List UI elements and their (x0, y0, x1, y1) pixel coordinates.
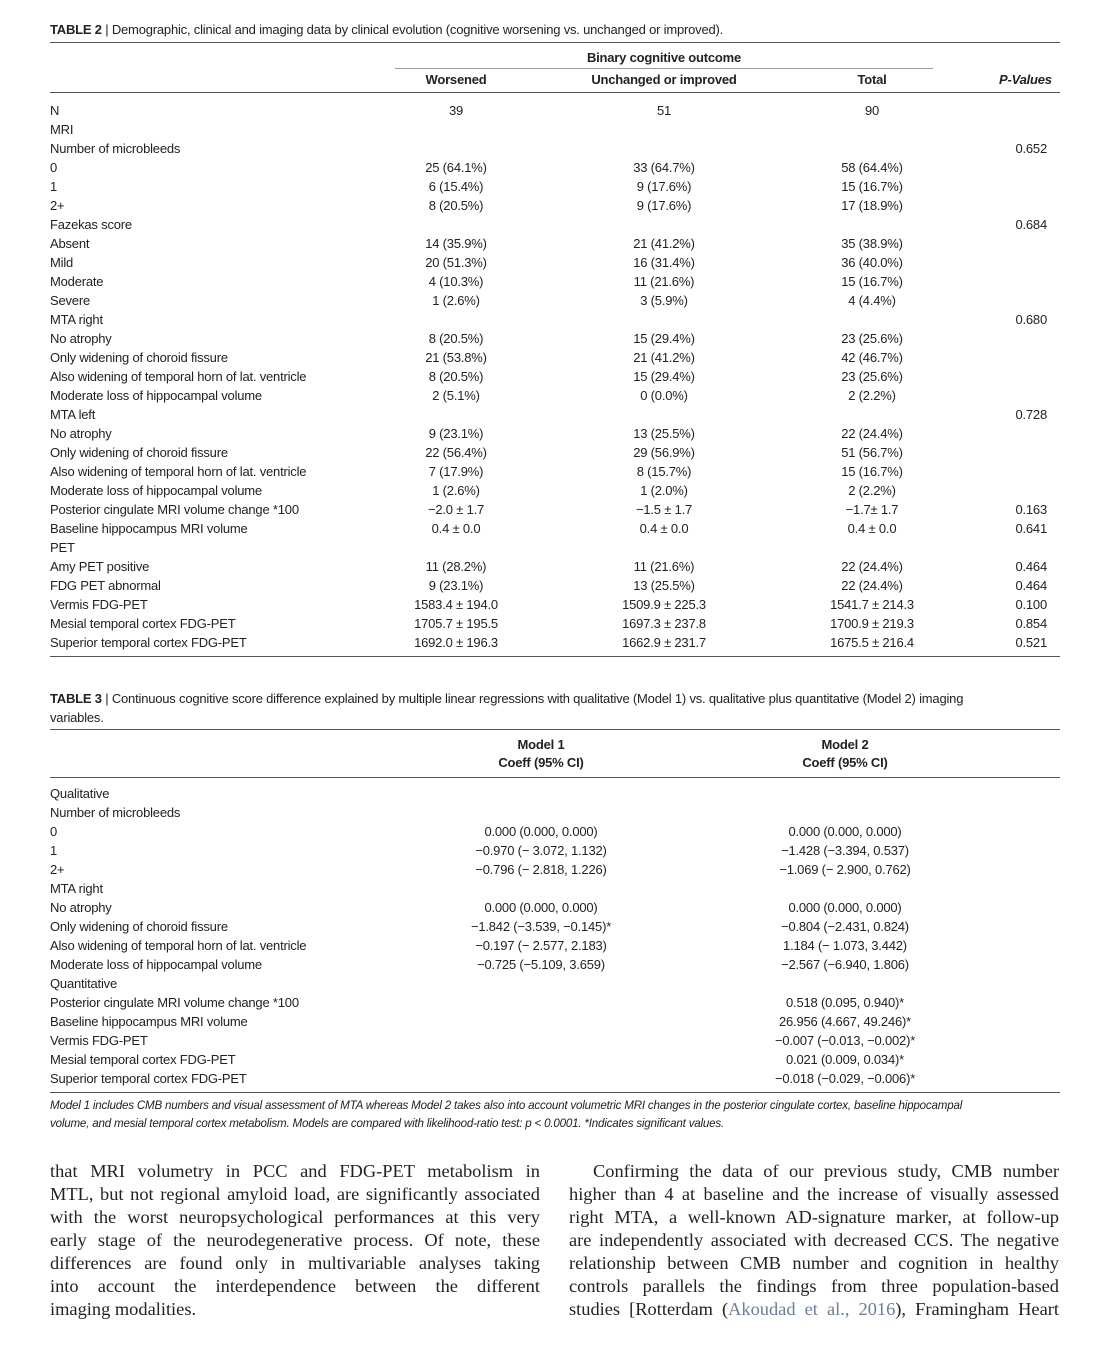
table3-separator: | (105, 691, 109, 706)
table3-cell-model1: −0.197 (− 2.577, 2.183) (475, 938, 607, 953)
table2-row-label: Posterior cingulate MRI volume change *100 (50, 502, 299, 517)
table2-cell-worsened: 2 (5.1%) (432, 388, 480, 403)
table2-cell-unchanged: 13 (25.5%) (633, 426, 695, 441)
table3-cell-model2: −1.428 (−3.394, 0.537) (781, 843, 909, 858)
body-text-line: relationship between CMB number and cognition in healthy (569, 1253, 1059, 1273)
body-text-line: Confirming the data of our previous study, CMB number (593, 1161, 1059, 1181)
table2-caption-text: Demographic, clinical and imaging data by clinical evolution (cognitive worsening vs. unchanged or improved). (111, 22, 724, 37)
table3-cell-model1: 0.000 (0.000, 0.000) (484, 900, 598, 915)
table3-model1-title: Model 1 (517, 737, 565, 752)
table3-label: TABLE 3 (50, 691, 102, 706)
table3-cell-model2: −1.069 (− 2.900, 0.762) (779, 862, 911, 877)
table2-cell-unchanged: 13 (25.5%) (633, 578, 695, 593)
body-text-line: controls parallels the findings from three population-based (569, 1276, 1059, 1296)
table2-cell-unchanged: 8 (15.7%) (636, 464, 692, 479)
table2-cell-pvalue: 0.684 (1015, 217, 1047, 232)
table2-cell-total: 15 (16.7%) (841, 464, 903, 479)
table3-row-label: Vermis FDG-PET (50, 1033, 148, 1048)
table2-cell-worsened: 25 (64.1%) (425, 160, 487, 175)
table2-cell-worsened: 8 (20.5%) (428, 369, 484, 384)
table2-cell-unchanged: 16 (31.4%) (633, 255, 695, 270)
table2-bottom-rule (50, 656, 1060, 657)
table2-separator: | (105, 22, 109, 37)
table2-cell-worsened: 8 (20.5%) (428, 198, 484, 213)
table2-caption (50, 20, 1060, 39)
table2-cell-unchanged: 51 (656, 103, 672, 118)
table2-cell-pvalue: 0.464 (1015, 578, 1047, 593)
table2-row-label: 0 (50, 160, 58, 175)
table2-cell-worsened: 6 (15.4%) (428, 179, 484, 194)
table2-cell-worsened: 20 (51.3%) (425, 255, 487, 270)
table3-cell-model1: −0.725 (−5.109, 3.659) (477, 957, 605, 972)
table2-cell-pvalue: 0.100 (1015, 597, 1047, 612)
body-text-line: imaging modalities. (50, 1299, 197, 1319)
body-text-line: higher than 4 at baseline and the increase of visually assessed (569, 1184, 1059, 1204)
table2-cell-pvalue: 0.464 (1015, 559, 1047, 574)
table2-cell-total: 15 (16.7%) (841, 179, 903, 194)
table2-col-pvalues: P-Values (999, 72, 1052, 87)
table2-cell-worsened: 14 (35.9%) (425, 236, 487, 251)
table3-cell-model2: 0.518 (0.095, 0.940)* (786, 995, 904, 1010)
table2-cell-total: 90 (864, 103, 880, 118)
table2-cell-unchanged: 21 (41.2%) (633, 350, 695, 365)
table3-row-label: Moderate loss of hippocampal volume (50, 957, 262, 972)
table2-cell-total: 17 (18.9%) (841, 198, 903, 213)
table3-caption-text-line2: variables. (50, 710, 104, 725)
table2-row-label: Moderate loss of hippocampal volume (50, 483, 262, 498)
table2-cell-unchanged: 11 (21.6%) (633, 274, 695, 289)
table3-cell-model2: 1.184 (− 1.073, 3.442) (783, 938, 907, 953)
table2-cell-total: 1700.9 ± 219.3 (830, 616, 914, 631)
table2-cell-total: 22 (24.4%) (841, 578, 903, 593)
body-text-line: right MTA, a well-known AD-signature marker, at follow-up (569, 1207, 1059, 1227)
table2-row-label: 1 (50, 179, 58, 194)
table2-row-label: FDG PET abnormal (50, 578, 161, 593)
table2-cell-unchanged: 15 (29.4%) (633, 369, 695, 384)
table3-cell-model2: −0.804 (−2.431, 0.824) (781, 919, 909, 934)
table2-row-label: Moderate loss of hippocampal volume (50, 388, 262, 403)
table3-row-label: Also widening of temporal horn of lat. ventricle (50, 938, 307, 953)
table3-row-label: Baseline hippocampus MRI volume (50, 1014, 248, 1029)
table2-col-unchanged: Unchanged or improved (591, 72, 737, 87)
table2-cell-total: 0.4 ± 0.0 (847, 521, 897, 536)
table3-cell-model2: −0.018 (−0.029, −0.006)* (774, 1071, 916, 1086)
table2-cell-total: 22 (24.4%) (841, 426, 903, 441)
table2-row-label: Absent (50, 236, 90, 251)
table2-row-label: Number of microbleeds (50, 141, 181, 156)
table2-cell-worsened: 7 (17.9%) (428, 464, 484, 479)
table2-cell-worsened: 0.4 ± 0.0 (431, 521, 481, 536)
table3-row-label: Qualitative (50, 786, 110, 801)
table2-row-label: No atrophy (50, 426, 112, 441)
table2-cell-unchanged: −1.5 ± 1.7 (635, 502, 693, 517)
table3-model1-sub: Coeff (95% CI) (498, 755, 584, 770)
table2-cell-total: 2 (2.2%) (848, 388, 896, 403)
table3-row-label: Superior temporal cortex FDG-PET (50, 1071, 247, 1086)
table2-cell-unchanged: 3 (5.9%) (640, 293, 688, 308)
table3-row-label: Number of microbleeds (50, 805, 181, 820)
table3-row-label: 0 (50, 824, 58, 839)
table2-cell-pvalue: 0.652 (1015, 141, 1047, 156)
table2-cell-unchanged: 1662.9 ± 231.7 (622, 635, 706, 650)
table2-row-label: PET (50, 540, 75, 555)
table2-row-label: Fazekas score (50, 217, 132, 232)
table2-cell-total: 35 (38.9%) (841, 236, 903, 251)
table2-col-worsened: Worsened (425, 72, 487, 87)
table3-bottom-rule (50, 1092, 1060, 1093)
citation-link[interactable]: Akoudad et al., 2016 (728, 1299, 896, 1319)
table2-cell-worsened: −2.0 ± 1.7 (427, 502, 485, 517)
table2-cell-pvalue: 0.680 (1015, 312, 1047, 327)
table2-cell-worsened: 1 (2.6%) (432, 293, 480, 308)
table3-cell-model2: −2.567 (−6.940, 1.806) (781, 957, 909, 972)
table3-caption (50, 689, 1060, 727)
table2-cell-unchanged: 11 (21.6%) (633, 559, 695, 574)
body-text-line: are independently associated with decreased CCS. The negative (569, 1230, 1059, 1250)
table2-cell-pvalue: 0.641 (1015, 521, 1047, 536)
table3-cell-model2: 0.000 (0.000, 0.000) (788, 824, 902, 839)
body-text-fragment: studies [Rotterdam ( (569, 1299, 729, 1319)
table2-row-label: Moderate (50, 274, 104, 289)
table2-group-header: Binary cognitive outcome (586, 50, 742, 65)
table2-cell-total: 58 (64.4%) (841, 160, 903, 175)
table2-header-rule (50, 92, 1060, 93)
table2-top-rule (50, 42, 1060, 43)
table3-row-label: Quantitative (50, 976, 117, 991)
table2-cell-total: 22 (24.4%) (841, 559, 903, 574)
table2-cell-unchanged: 21 (41.2%) (633, 236, 695, 251)
table2-cell-total: −1.7± 1.7 (845, 502, 899, 517)
table2-cell-worsened: 11 (28.2%) (425, 559, 487, 574)
table2-label: TABLE 2 (50, 22, 102, 37)
table2-cell-pvalue: 0.163 (1015, 502, 1047, 517)
table2-row-label: MTA right (50, 312, 103, 327)
table2-row-label: Mesial temporal cortex FDG-PET (50, 616, 236, 631)
body-right-column (569, 1160, 1059, 1321)
table2-cell-unchanged: 1697.3 ± 237.8 (622, 616, 706, 631)
table2-cell-total: 15 (16.7%) (841, 274, 903, 289)
table3-cell-model1: −1.842 (−3.539, −0.145)* (470, 919, 612, 934)
table2-row-label: Also widening of temporal horn of lat. ventricle (50, 369, 307, 384)
table2-row-label: 2+ (50, 198, 65, 213)
table2-row-label: MRI (50, 122, 74, 137)
body-text-fragment: ), Framingham Heart (895, 1299, 1059, 1319)
table3-row-label: Only widening of choroid fissure (50, 919, 228, 934)
table2-cell-unchanged: 15 (29.4%) (633, 331, 695, 346)
table2-cell-unchanged: 0 (0.0%) (640, 388, 688, 403)
table3-top-rule (50, 729, 1060, 730)
table2-cell-worsened: 39 (448, 103, 464, 118)
table2-row-label: No atrophy (50, 331, 112, 346)
table2-row-label: N (50, 103, 60, 118)
table3-cell-model1: 0.000 (0.000, 0.000) (484, 824, 598, 839)
table2-row-label: Superior temporal cortex FDG-PET (50, 635, 247, 650)
table3-cell-model2: −0.007 (−0.013, −0.002)* (774, 1033, 916, 1048)
table2-cell-pvalue: 0.854 (1015, 616, 1047, 631)
table3-cell-model1: −0.970 (− 3.072, 1.132) (475, 843, 607, 858)
body-text-line: that MRI volumetry in PCC and FDG-PET metabolism in (50, 1161, 540, 1181)
table2-cell-total: 23 (25.6%) (841, 369, 903, 384)
table2-cell-unchanged: 1 (2.0%) (640, 483, 688, 498)
table2-row-label: Also widening of temporal horn of lat. ventricle (50, 464, 307, 479)
table2-cell-unchanged: 0.4 ± 0.0 (639, 521, 689, 536)
table2-cell-worsened: 1583.4 ± 194.0 (414, 597, 498, 612)
table2-cell-worsened: 1705.7 ± 195.5 (414, 616, 498, 631)
body-text-line: MTL, but not regional amyloid load, are significantly associated (50, 1184, 540, 1204)
table3-cell-model1: −0.796 (− 2.818, 1.226) (475, 862, 607, 877)
table2-cell-unchanged: 9 (17.6%) (636, 179, 692, 194)
table2-cell-unchanged: 29 (56.9%) (633, 445, 695, 460)
table2-cell-worsened: 1692.0 ± 196.3 (414, 635, 498, 650)
table2-cell-unchanged: 33 (64.7%) (633, 160, 695, 175)
table3-cell-model2: 26.956 (4.667, 49.246)* (778, 1014, 912, 1029)
table3-caption-text: Continuous cognitive score difference explained by multiple linear regressions with qualitative (Model 1) vs. qualitative plus quantitative (Model 2) imaging (111, 691, 964, 706)
body-text-line: with the worst neuropsychological performances at this very (50, 1207, 540, 1227)
table3-row-label: 2+ (50, 862, 65, 877)
table2-cell-worsened: 4 (10.3%) (428, 274, 484, 289)
table2-cell-total: 1675.5 ± 216.4 (830, 635, 914, 650)
table3-row-label: Posterior cingulate MRI volume change *100 (50, 995, 299, 1010)
table2-row-label: Only widening of choroid fissure (50, 350, 228, 365)
table2-cell-worsened: 9 (23.1%) (428, 578, 484, 593)
table3-cell-model2: 0.000 (0.000, 0.000) (788, 900, 902, 915)
table3-cell-model2: 0.021 (0.009, 0.034)* (786, 1052, 904, 1067)
table3-footnote-line1: Model 1 includes CMB numbers and visual assessment of MTA whereas Model 2 takes also into account volumetric MRI changes in the posterior cingulate cortex, baseline hippocampal (50, 1099, 963, 1112)
table2-row-label: Baseline hippocampus MRI volume (50, 521, 248, 536)
table3-row-label: MTA right (50, 881, 103, 896)
table2-row-label: Severe (50, 293, 90, 308)
table2-cell-total: 2 (2.2%) (848, 483, 896, 498)
table2-cell-worsened: 9 (23.1%) (428, 426, 484, 441)
table3-footnote-line2: volume, and mesial temporal cortex metabolism. Models are compared with likelihood-ratio test: p < 0.0001. *Indicates significant values. (50, 1117, 725, 1130)
table2-cell-total: 36 (40.0%) (841, 255, 903, 270)
table2-cell-total: 1541.7 ± 214.3 (830, 597, 914, 612)
body-text-line: early stage of the neurodegenerative process. Of note, these (50, 1230, 540, 1250)
table2-cell-total: 51 (56.7%) (841, 445, 903, 460)
table2-group-rule (395, 68, 933, 69)
table3-footnote (50, 1097, 1062, 1133)
table2-cell-unchanged: 1509.9 ± 225.3 (622, 597, 706, 612)
table2-cell-worsened: 21 (53.8%) (425, 350, 487, 365)
table2-col-total: Total (857, 72, 887, 87)
table3-model2-sub: Coeff (95% CI) (802, 755, 888, 770)
body-text-line: into account the interdependence between the different (50, 1276, 540, 1296)
table2-row-label: Vermis FDG-PET (50, 597, 148, 612)
table2-row-label: Only widening of choroid fissure (50, 445, 228, 460)
table2-row-label: Amy PET positive (50, 559, 150, 574)
table2-row-label: Mild (50, 255, 74, 270)
table3-row-label: 1 (50, 843, 58, 858)
table3-model2-title: Model 2 (821, 737, 869, 752)
table3-header-rule (50, 777, 1060, 778)
table2-cell-worsened: 1 (2.6%) (432, 483, 480, 498)
table3-row-label: No atrophy (50, 900, 112, 915)
table2-cell-unchanged: 9 (17.6%) (636, 198, 692, 213)
body-left-column (50, 1160, 540, 1321)
table2-cell-total: 4 (4.4%) (848, 293, 896, 308)
table2-row-label: MTA left (50, 407, 96, 422)
table2-cell-pvalue: 0.728 (1015, 407, 1047, 422)
table2-cell-worsened: 8 (20.5%) (428, 331, 484, 346)
body-text-line: differences are found only in multivariable analyses taking (50, 1253, 540, 1273)
table2-cell-worsened: 22 (56.4%) (425, 445, 487, 460)
body-text-line (569, 1298, 1059, 1321)
table2-cell-pvalue: 0.521 (1015, 635, 1047, 650)
table2-cell-total: 42 (46.7%) (841, 350, 903, 365)
table3-row-label: Mesial temporal cortex FDG-PET (50, 1052, 236, 1067)
table2-cell-total: 23 (25.6%) (841, 331, 903, 346)
